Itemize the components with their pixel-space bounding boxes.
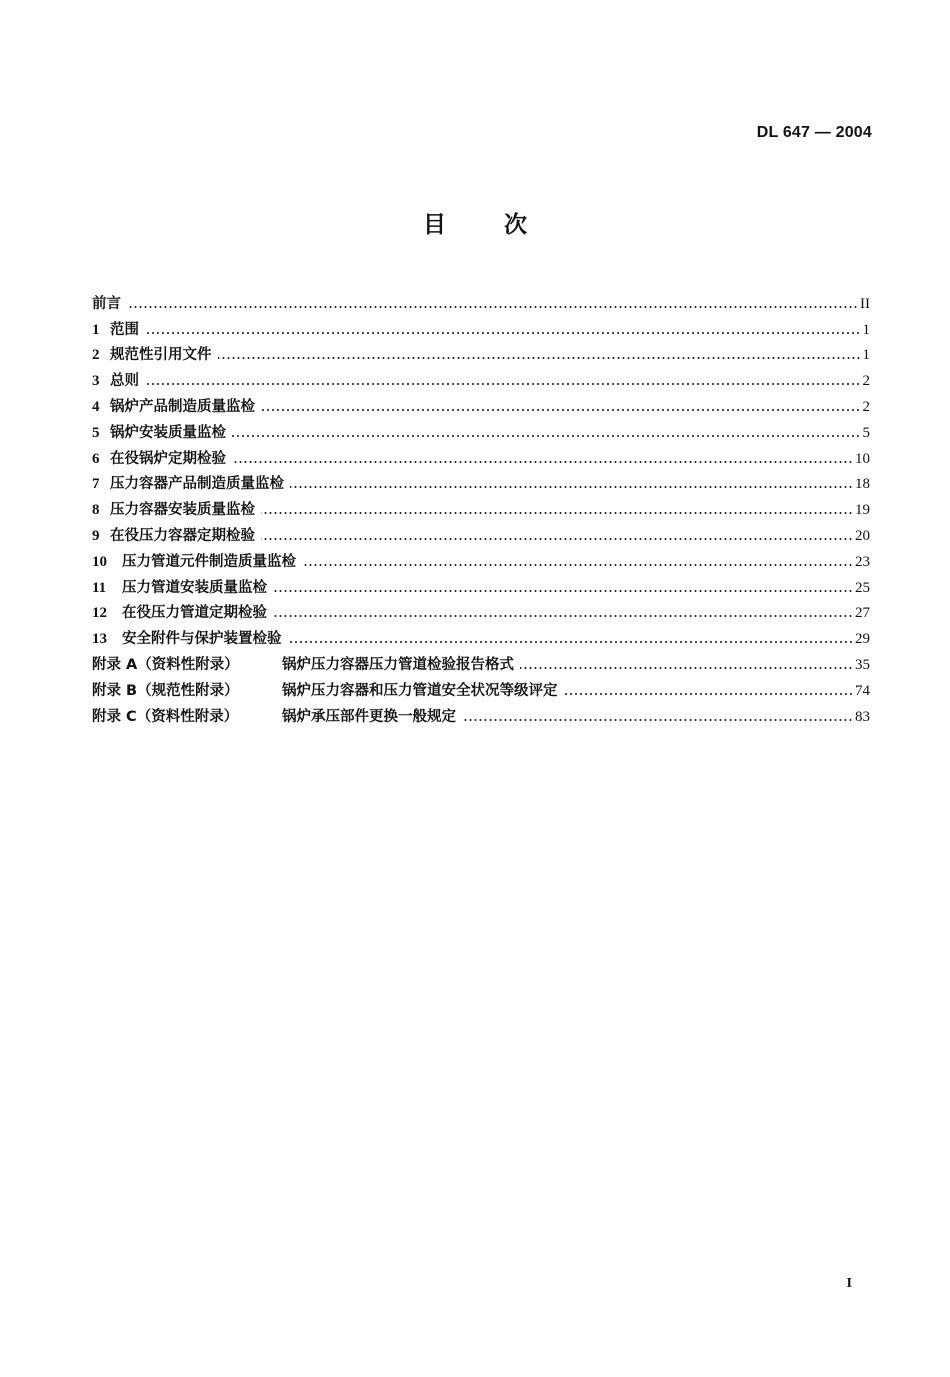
table-of-contents [92, 287, 870, 726]
leader-dots [564, 693, 854, 695]
appendix-title: 锅炉压力容器和压力管道安全状况等级评定 [282, 682, 558, 699]
toc-entry-2[interactable] [92, 339, 870, 365]
toc-entry-page: 1 [862, 321, 870, 338]
leader-dots [145, 332, 861, 334]
leader-dots [462, 719, 853, 721]
toc-entry-label [92, 527, 255, 545]
toc-entry-number: 3 [92, 373, 100, 390]
toc-entry-3[interactable] [92, 364, 870, 390]
toc-entry-title: 安全附件与保护装置检验 [122, 631, 282, 648]
toc-entry-number: 12 [92, 605, 107, 622]
leader-dots [145, 383, 861, 385]
toc-entry-label [92, 501, 255, 519]
appendix-prefix: 附录 B（规范性附录） [92, 682, 239, 699]
toc-entry-page: 2 [862, 398, 870, 415]
toc-entry-title: 在役压力管道定期检验 [122, 605, 267, 622]
toc-entry-label [92, 475, 284, 493]
leader-dots [261, 409, 861, 411]
toc-entry-label [92, 604, 267, 622]
leader-dots [218, 357, 861, 359]
toc-entry-page: 2 [862, 373, 870, 390]
toc-entry-label [92, 372, 139, 390]
toc-entry-page: 27 [855, 605, 870, 622]
toc-entry-title: 压力管道安装质量监检 [122, 579, 267, 596]
page-title-char-1: 目 [423, 212, 446, 238]
toc-entry-page: 1 [862, 347, 870, 364]
toc-entry-title: 锅炉产品制造质量监检 [110, 398, 255, 415]
toc-entry-title: 在役压力容器定期检验 [110, 527, 255, 544]
toc-entry-title: 前言 [92, 295, 121, 312]
toc-entry-page: 25 [855, 579, 870, 596]
appendix-title: 锅炉承压部件更换一般规定 [282, 708, 456, 725]
toc-entry-label [92, 424, 226, 442]
toc-entry-preface[interactable] [92, 287, 870, 313]
leader-dots [232, 435, 861, 437]
toc-entry-number: 7 [92, 476, 100, 493]
toc-entry-appendix-b[interactable] [92, 674, 870, 700]
toc-entry-label [92, 579, 267, 597]
toc-entry-label [92, 450, 226, 468]
toc-entry-number: 8 [92, 502, 100, 519]
toc-entry-4[interactable] [92, 390, 870, 416]
leader-dots [232, 461, 853, 463]
toc-entry-title: 锅炉安装质量监检 [110, 424, 226, 441]
toc-entry-label [92, 682, 558, 700]
appendix-prefix: 附录 A（资料性附录） [92, 656, 239, 673]
toc-entry-number: 1 [92, 321, 100, 338]
toc-entry-title: 范围 [110, 321, 139, 338]
toc-entry-number: 13 [92, 631, 107, 648]
toc-entry-11[interactable] [92, 571, 870, 597]
page-title [0, 206, 950, 239]
toc-entry-appendix-a[interactable] [92, 648, 870, 674]
toc-entry-page: 10 [855, 450, 870, 467]
toc-entry-title: 规范性引用文件 [110, 347, 212, 364]
toc-entry-page: 19 [855, 502, 870, 519]
document-code: DL 647 — 2004 [756, 124, 872, 141]
toc-entry-8[interactable] [92, 493, 870, 519]
toc-entry-title: 压力容器产品制造质量监检 [110, 476, 284, 493]
leader-dots [127, 306, 858, 308]
toc-entry-label [92, 553, 296, 571]
toc-entry-title: 压力管道元件制造质量监检 [122, 553, 296, 570]
toc-entry-label [92, 708, 456, 726]
page-number: I [846, 1276, 852, 1291]
toc-entry-10[interactable] [92, 545, 870, 571]
toc-entry-number: 11 [92, 579, 107, 596]
toc-entry-page: 74 [855, 682, 870, 699]
leader-dots [261, 512, 853, 514]
leader-dots [288, 641, 854, 643]
toc-entry-label [92, 398, 255, 416]
appendix-prefix: 附录 C（资料性附录） [92, 708, 239, 725]
toc-entry-page: 83 [855, 708, 870, 725]
toc-entry-number: 5 [92, 424, 100, 441]
toc-entry-number: 9 [92, 527, 100, 544]
leader-dots [290, 486, 853, 488]
toc-entry-12[interactable] [92, 597, 870, 623]
toc-entry-5[interactable] [92, 416, 870, 442]
toc-entry-title: 总则 [110, 373, 139, 390]
toc-entry-label [92, 346, 212, 364]
toc-entry-number: 10 [92, 553, 107, 570]
toc-entry-page: 5 [862, 424, 870, 441]
leader-dots [302, 564, 853, 566]
toc-entry-label [92, 321, 139, 339]
toc-entry-6[interactable] [92, 442, 870, 468]
toc-entry-7[interactable] [92, 468, 870, 494]
appendix-title: 锅炉压力容器压力管道检验报告格式 [282, 656, 514, 673]
toc-entry-label [92, 630, 282, 648]
leader-dots [273, 615, 853, 617]
toc-entry-page: 23 [855, 553, 870, 570]
toc-entry-appendix-c[interactable] [92, 700, 870, 726]
toc-entry-number: 2 [92, 347, 100, 364]
leader-dots [273, 590, 853, 592]
toc-entry-9[interactable] [92, 519, 870, 545]
toc-entry-page: 35 [855, 656, 870, 673]
toc-entry-number: 4 [92, 398, 100, 415]
toc-entry-page: 20 [855, 527, 870, 544]
toc-entry-number: 6 [92, 450, 100, 467]
toc-entry-label [92, 656, 514, 674]
toc-entry-title: 在役锅炉定期检验 [110, 450, 226, 467]
toc-entry-page: II [860, 295, 870, 312]
leader-dots [261, 538, 853, 540]
toc-entry-13[interactable] [92, 622, 870, 648]
leader-dots [520, 667, 853, 669]
toc-entry-page: 18 [855, 476, 870, 493]
toc-entry-title: 压力容器安装质量监检 [110, 502, 255, 519]
page-title-char-2: 次 [504, 212, 527, 238]
toc-entry-1[interactable] [92, 313, 870, 339]
toc-entry-page: 29 [855, 631, 870, 648]
